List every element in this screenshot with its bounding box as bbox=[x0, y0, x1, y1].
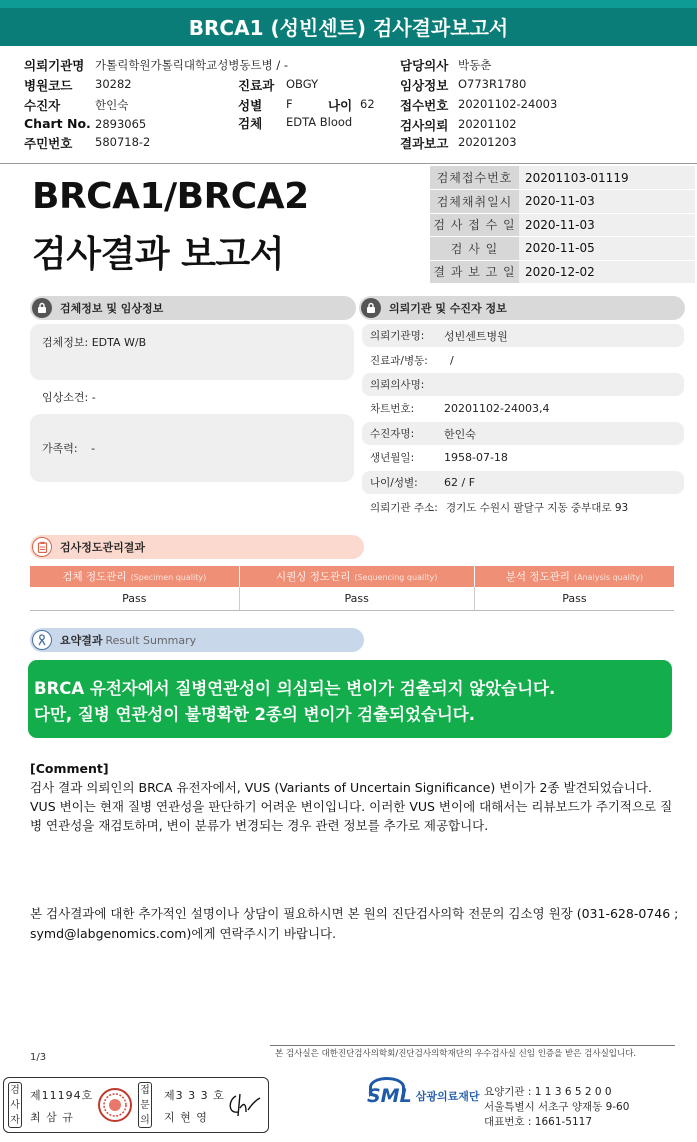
date-value: 20201103-01119 bbox=[519, 166, 695, 190]
specimen-section-title: 검체정보 및 임상정보 bbox=[60, 302, 164, 315]
stamp-name-2: 지 현 영 bbox=[164, 1111, 208, 1124]
certification-text: 본 검사실은 대한진단검사의학회/진단검사의학재단의 우수검사실 신임 인증을 받은 검사실입니다. bbox=[275, 1049, 637, 1059]
summary-line1: BRCA 유전자에서 질병연관성이 의심되는 변이가 검출되지 않았습니다. bbox=[34, 679, 556, 698]
row-value: 62 / F bbox=[444, 476, 476, 489]
family-history-label: 가족력: bbox=[42, 442, 78, 455]
label-age: 나이 bbox=[328, 98, 353, 113]
qc-table bbox=[30, 566, 674, 611]
logo-mark bbox=[367, 1085, 412, 1107]
address-line3: 대표번호 : 1661-5117 bbox=[484, 1116, 593, 1128]
value-doctor: 박동춘 bbox=[458, 58, 492, 72]
logo-org-name: 삼광의료재단 bbox=[415, 1090, 480, 1103]
date-key: 검체접수번호 bbox=[430, 166, 519, 190]
label-report: 결과보고 bbox=[400, 136, 449, 151]
address-line2: 서울특별시 서초구 양재동 9-60 bbox=[484, 1101, 630, 1113]
company-logo bbox=[367, 1085, 479, 1107]
institution-row bbox=[362, 471, 684, 494]
date-key: 검 사 접 수 일 bbox=[430, 213, 519, 237]
row-key: 차트번호: bbox=[370, 403, 415, 415]
date-value: 2020-11-03 bbox=[519, 213, 695, 237]
seal-icon bbox=[98, 1088, 132, 1122]
row-key: 나이/성별: bbox=[370, 477, 418, 489]
address-line1: 요양기관 : 1 1 3 6 5 2 0 0 bbox=[484, 1086, 612, 1098]
divider bbox=[0, 163, 697, 164]
label-doctor: 담당의사 bbox=[400, 58, 449, 73]
logo-text: SML bbox=[367, 1085, 412, 1107]
date-table bbox=[430, 166, 695, 284]
institution-row bbox=[362, 446, 684, 469]
qc-header-sequencing: 시퀀싱 정도관리 (Sequencing quality) bbox=[239, 566, 474, 587]
institution-row bbox=[362, 373, 684, 396]
institution-row bbox=[362, 422, 684, 445]
value-dept: OBGY bbox=[286, 77, 319, 91]
qc-value-analysis: Pass bbox=[474, 587, 674, 610]
date-value: 2020-12-02 bbox=[519, 260, 695, 284]
label-request: 검사의뢰 bbox=[400, 118, 449, 133]
date-row bbox=[430, 237, 695, 261]
institution-row bbox=[362, 349, 684, 372]
label-receipt: 접수번호 bbox=[400, 98, 449, 113]
label-name: 수진자 bbox=[24, 98, 61, 113]
date-value: 2020-11-03 bbox=[519, 190, 695, 214]
stamp-number-2: 제3 3 3 호 bbox=[164, 1089, 225, 1102]
summary-section-title: 요약결과 bbox=[60, 634, 103, 647]
footer-address bbox=[484, 1085, 629, 1130]
comment-body: 검사 결과 의뢰인의 BRCA 유전자에서, VUS (Variants of Uncertain Significance) 변이가 2종 발견되었습니다. VUS 변이는 현재 질병 연관성을 판단하기 어려운 변이입니다. 이러한 VUS 변이에 대해서는 리뷰보드가 주기적으로 질병 연관성을 재검토하며, 변이 분류가 변경되는 경우 관련 정보를 추가로 제공합니다. bbox=[30, 780, 673, 833]
value-specimen: EDTA Blood bbox=[286, 115, 353, 129]
specimen-section-header bbox=[30, 296, 356, 320]
label-sex: 성별 bbox=[238, 98, 263, 113]
value-license: O773R1780 bbox=[458, 77, 527, 91]
page-number: 1/3 bbox=[30, 1052, 47, 1063]
qc-header-specimen: 검체 정도관리 (Specimen quality) bbox=[30, 566, 239, 587]
report-title-line2: 검사결과 보고서 bbox=[32, 234, 284, 275]
summary-line2: 다만, 질병 연관성이 불명확한 2종의 변이가 검출되었습니다. bbox=[34, 705, 476, 724]
contact-text: 본 검사결과에 대한 추가적인 설명이나 상담이 필요하시면 본 원의 진단검사의학 전문의 김소영 원장 (031-628-0746 ; symd@labgenomics.com)에게 연락주시기 바랍니다. bbox=[30, 906, 679, 941]
value-rrn: 580718-2 bbox=[95, 135, 151, 149]
date-row bbox=[430, 190, 695, 214]
label-chart: Chart No. bbox=[24, 116, 91, 131]
summary-section-title-en: Result Summary bbox=[105, 633, 197, 647]
ribbon-icon bbox=[32, 630, 52, 650]
family-history-box bbox=[30, 414, 354, 482]
date-key: 결 과 보 고 일 bbox=[430, 260, 519, 284]
row-value: 경기도 수원시 팔달구 지동 중부대로 93 bbox=[446, 502, 629, 514]
stamp-name-1: 최 삼 규 bbox=[30, 1111, 74, 1124]
report-header-bar bbox=[0, 0, 697, 46]
row-value: 한인숙 bbox=[444, 427, 476, 441]
family-history-value: - bbox=[91, 442, 96, 455]
label-hospital: 의뢰기관명 bbox=[24, 58, 85, 73]
row-key: 진료과/병동: bbox=[370, 355, 428, 367]
value-request: 20201102 bbox=[458, 117, 517, 131]
institution-row bbox=[362, 496, 692, 519]
signature-icon bbox=[226, 1090, 262, 1123]
specimen-info-text: 검체정보: EDTA W/B bbox=[42, 336, 147, 349]
qc-header-analysis: 분석 정도관리 (Analysis quality) bbox=[474, 566, 674, 587]
label-specimen: 검체 bbox=[238, 116, 263, 131]
row-value: / bbox=[450, 354, 454, 367]
qc-header-row bbox=[30, 566, 674, 587]
comment-title: [Comment] bbox=[30, 761, 109, 776]
label-license: 임상정보 bbox=[400, 78, 449, 93]
value-sex: F bbox=[286, 97, 293, 111]
value-chart: 2893065 bbox=[95, 117, 147, 131]
row-value: 20201102-24003,4 bbox=[444, 402, 550, 415]
stamp-role-2: 접문의 bbox=[138, 1082, 152, 1128]
report-title-line1: BRCA1/BRCA2 bbox=[32, 176, 309, 217]
date-row bbox=[430, 260, 695, 284]
label-rrn: 주민번호 bbox=[24, 136, 73, 151]
row-key: 수진자명: bbox=[370, 428, 415, 440]
stamp-number-1: 제11194호 bbox=[30, 1089, 94, 1102]
footer-divider bbox=[270, 1045, 675, 1046]
row-value: 성빈센트병원 bbox=[444, 329, 508, 343]
qc-value-row bbox=[30, 587, 674, 610]
clipboard-icon bbox=[32, 537, 52, 557]
date-row bbox=[430, 166, 695, 190]
date-key: 검체채취일시 bbox=[430, 190, 519, 214]
date-row bbox=[430, 213, 695, 237]
lock-icon bbox=[32, 298, 52, 318]
label-code: 병원코드 bbox=[24, 78, 73, 93]
institution-row bbox=[362, 397, 684, 420]
value-name: 한인숙 bbox=[95, 98, 129, 112]
row-key: 의뢰기관 주소: bbox=[370, 502, 438, 514]
institution-row bbox=[362, 324, 684, 347]
qc-value-sequencing: Pass bbox=[239, 587, 474, 610]
date-key: 검 사 일 bbox=[430, 237, 519, 261]
date-value: 2020-11-05 bbox=[519, 237, 695, 261]
qc-value-specimen: Pass bbox=[30, 587, 239, 610]
comment-block bbox=[30, 759, 680, 835]
report-header-title: BRCA1 (성빈센트) 검사결과보고서 bbox=[188, 16, 509, 40]
signature-stamp-box bbox=[3, 1077, 269, 1133]
value-hospital: 가톨릭학원가톨릭대학교성병동트병 / - bbox=[95, 58, 289, 72]
clinical-text: 임상소견: - bbox=[42, 391, 96, 404]
specimen-info-box bbox=[30, 324, 354, 380]
row-key: 의뢰기관명: bbox=[370, 330, 425, 342]
row-value: 1958-07-18 bbox=[444, 451, 508, 464]
value-age: 62 bbox=[360, 97, 375, 111]
value-receipt: 20201102-24003 bbox=[458, 97, 558, 111]
row-key: 생년월일: bbox=[370, 452, 415, 464]
summary-section-header bbox=[30, 628, 364, 652]
qc-section-header bbox=[30, 535, 364, 559]
row-key: 의뢰의사명: bbox=[370, 379, 425, 391]
lock-icon bbox=[361, 298, 381, 318]
logo-ring-icon bbox=[369, 1077, 405, 1097]
qc-section-title: 검사정도관리결과 bbox=[60, 541, 146, 554]
label-dept: 진료과 bbox=[238, 78, 275, 93]
stamp-role-1: 검사자 bbox=[8, 1082, 22, 1128]
value-report: 20201203 bbox=[458, 135, 517, 149]
summary-box bbox=[28, 660, 672, 738]
institution-section-header bbox=[359, 296, 685, 320]
institution-section-title: 의뢰기관 및 수진자 정보 bbox=[389, 302, 507, 315]
value-code: 30282 bbox=[95, 77, 132, 91]
